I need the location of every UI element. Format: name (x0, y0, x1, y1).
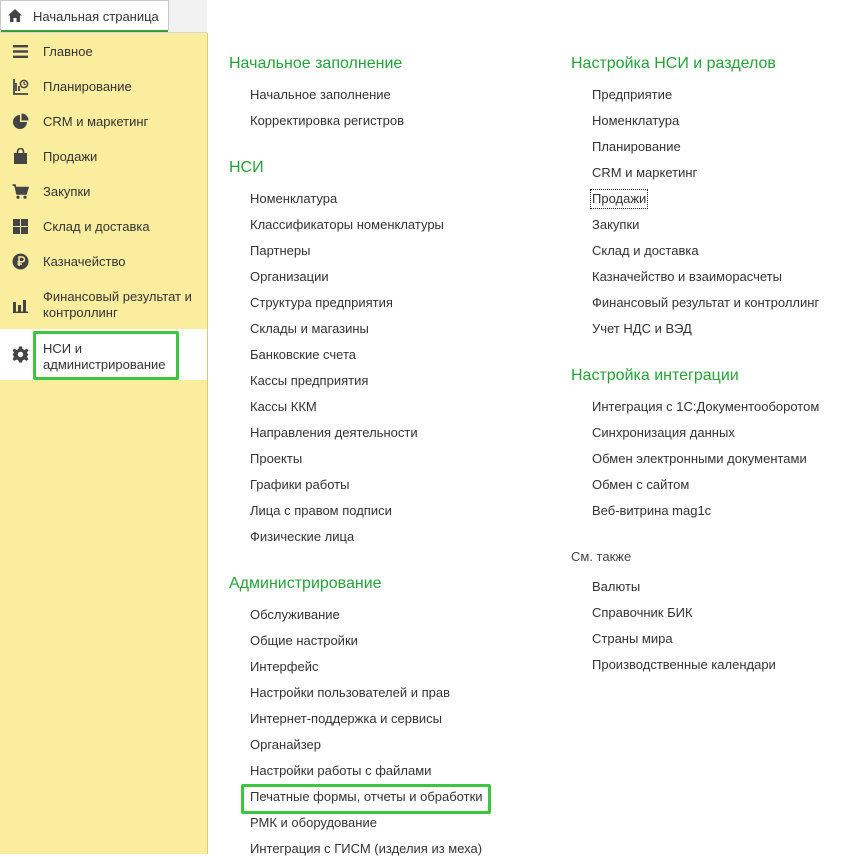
link-admin-item[interactable]: Интернет-поддержка и сервисы (250, 711, 443, 726)
home-icon (8, 9, 22, 22)
link-integration-item[interactable]: Интеграция с 1С:Документооборотом (592, 399, 820, 414)
sidebar-item-main[interactable] (0, 42, 207, 62)
sidebar-item-finance[interactable] (0, 287, 207, 323)
ruble-icon (12, 253, 29, 270)
sidebar-item-purchases[interactable] (0, 182, 207, 202)
link-integration-item[interactable]: Обмен с сайтом (592, 477, 690, 492)
link-admin-item[interactable]: Интерфейс (250, 659, 319, 674)
link-nsi-item[interactable]: Графики работы (250, 477, 350, 492)
shopping-bag-icon (12, 148, 29, 165)
section-title-admin: Администрирование (229, 575, 382, 592)
sidebar-item-label: Закупки (43, 184, 91, 199)
link-nsi-item[interactable]: Направления деятельности (250, 425, 418, 440)
sidebar-item-crm[interactable] (0, 112, 207, 132)
sidebar-item-planning[interactable] (0, 77, 207, 97)
sidebar-item-sales[interactable] (0, 147, 207, 167)
link-admin-item[interactable]: Настройки пользователей и прав (250, 685, 451, 700)
link-nsi-item[interactable]: Банковские счета (250, 347, 357, 362)
link-integration-item[interactable]: Веб-витрина mag1c (592, 503, 712, 518)
sidebar (0, 33, 208, 854)
sidebar-item-label: CRM и маркетинг (43, 114, 149, 129)
sidebar-item-label: Продажи (43, 149, 98, 164)
link-admin-item[interactable]: Общие настройки (250, 633, 358, 648)
link-see-also-item[interactable]: Производственные календари (592, 657, 776, 672)
link-nsi-item[interactable]: Структура предприятия (250, 295, 393, 310)
link-registry-correction[interactable]: Корректировка регистров (250, 113, 405, 128)
gear-icon (12, 346, 29, 363)
link-integration-item[interactable]: Синхронизация данных (592, 425, 735, 440)
link-see-also-item[interactable]: Валюты (592, 579, 641, 594)
link-setup-item[interactable]: Учет НДС и ВЭД (592, 321, 692, 336)
link-admin-item[interactable]: Интеграция с ГИСМ (изделия из меха) (250, 841, 483, 856)
link-nsi-item[interactable]: Склады и магазины (250, 321, 369, 336)
link-nsi-item[interactable]: Лица с правом подписи (250, 503, 392, 518)
link-setup-item[interactable]: Предприятие (592, 87, 673, 102)
link-admin-item[interactable]: Обслуживание (250, 607, 340, 622)
link-setup-item[interactable]: Закупки (592, 217, 640, 232)
link-nsi-item[interactable]: Физические лица (250, 529, 355, 544)
link-see-also-item[interactable]: Справочник БИК (592, 605, 693, 620)
link-see-also-item[interactable]: Страны мира (592, 631, 673, 646)
link-setup-item[interactable]: Финансовый результат и контроллинг (592, 295, 820, 310)
highlight-box-nsi-admin (33, 331, 179, 380)
section-title-see-also: См. также (571, 549, 632, 564)
cart-icon (12, 183, 29, 200)
highlight-box-print-forms (241, 784, 491, 814)
tab-home[interactable] (0, 0, 169, 30)
link-setup-item[interactable]: Склад и доставка (592, 243, 699, 258)
bar-chart-icon (12, 296, 29, 313)
link-nsi-item[interactable]: Проекты (250, 451, 303, 466)
link-nsi-item[interactable]: Кассы ККМ (250, 399, 317, 414)
link-setup-sales[interactable]: Продажи (592, 191, 647, 206)
tab-bar (0, 0, 207, 33)
sidebar-item-label: Главное (43, 44, 93, 59)
link-nsi-item[interactable]: Классификаторы номенклатуры (250, 217, 444, 232)
link-initial-fill[interactable]: Начальное заполнение (250, 87, 391, 102)
link-nsi-item[interactable]: Организации (250, 269, 329, 284)
section-title-nsi-setup: Настройка НСИ и разделов (571, 55, 776, 72)
section-title-initial: Начальное заполнение (229, 55, 403, 72)
link-nsi-item[interactable]: Кассы предприятия (250, 373, 369, 388)
link-nsi-item[interactable]: Партнеры (250, 243, 311, 258)
link-nsi-item[interactable]: Номенклатура (250, 191, 338, 206)
main-panel (208, 0, 841, 854)
link-setup-item[interactable]: Планирование (592, 139, 681, 154)
tab-home-label: Начальная страница (33, 9, 159, 24)
sidebar-item-label: Склад и доставка (43, 219, 150, 234)
link-setup-item[interactable]: Номенклатура (592, 113, 680, 128)
sidebar-item-label: НСИ и администрирование (43, 341, 166, 372)
link-admin-item[interactable]: РМК и оборудование (250, 815, 377, 830)
planning-icon (12, 78, 29, 95)
pie-chart-icon (12, 113, 29, 130)
link-print-forms[interactable]: Печатные формы, отчеты и обработки (250, 789, 483, 804)
section-title-nsi: НСИ (229, 159, 264, 176)
menu-icon (12, 43, 29, 60)
section-title-integration: Настройка интеграции (571, 367, 739, 384)
sidebar-item-label: Финансовый результат и контроллинг (43, 289, 192, 320)
link-admin-item[interactable]: Настройки работы с файлами (250, 763, 432, 778)
warehouse-icon (12, 218, 29, 235)
link-admin-item[interactable]: Органайзер (250, 737, 321, 752)
sidebar-item-treasury[interactable] (0, 252, 207, 272)
tab-active-indicator (1, 30, 168, 32)
sidebar-item-warehouse[interactable] (0, 217, 207, 237)
sidebar-item-label: Планирование (43, 79, 132, 94)
link-integration-item[interactable]: Обмен электронными документами (592, 451, 807, 466)
link-setup-item[interactable]: CRM и маркетинг (592, 165, 698, 180)
sidebar-item-label: Казначейство (43, 254, 126, 269)
link-setup-item[interactable]: Казначейство и взаиморасчеты (592, 269, 782, 284)
